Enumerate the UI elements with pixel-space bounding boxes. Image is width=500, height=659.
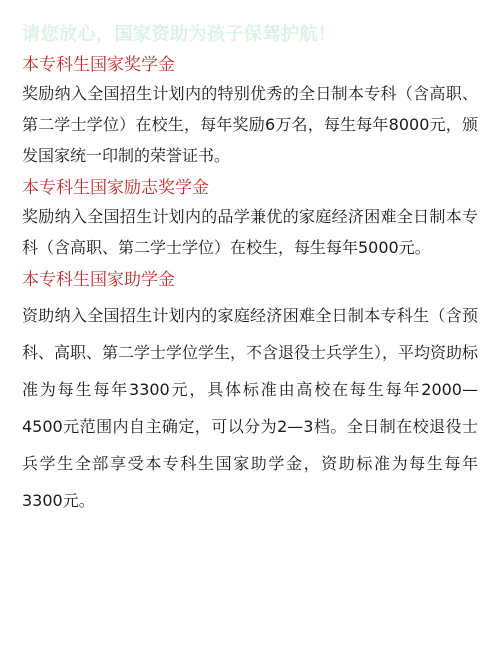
section-title-national-scholarship: 本专科生国家奖学金 [22, 55, 175, 75]
section-text-inspirational-scholarship: 奖励纳入全国招生计划内的品学兼优的家庭经济困难全日制本专科（含高职、第二学士学位）在校生，每生每年5000元。 [22, 207, 478, 257]
section-text-national-scholarship: 奖励纳入全国招生计划内的特别优秀的全日制本专科（含高职、第二学士学位）在校生，每年奖励6万名，每生每年8000元，颁发国家统一印制的荣誉证书。 [22, 84, 478, 165]
section-title-inspirational-scholarship: 本专科生国家励志奖学金 [22, 178, 209, 198]
section-title-national-grant: 本专科生国家助学金 [22, 270, 175, 290]
page-banner: 请您放心，国家资助为孩子保驾护航！ [22, 24, 337, 45]
section-text-national-grant: 资助纳入全国招生计划内的家庭经济困难全日制本专科生（含预科、高职、第二学士学位学生，不含退役士兵学生），平均资助标准为每生每年3300元，具体标准由高校在每生每年2000—4500元范围内自主确定，可以分为2—3档。全日制在校退役士兵学生全部享受本专科生国家助学金，资助标准为每生每年3300元。 [22, 306, 479, 510]
